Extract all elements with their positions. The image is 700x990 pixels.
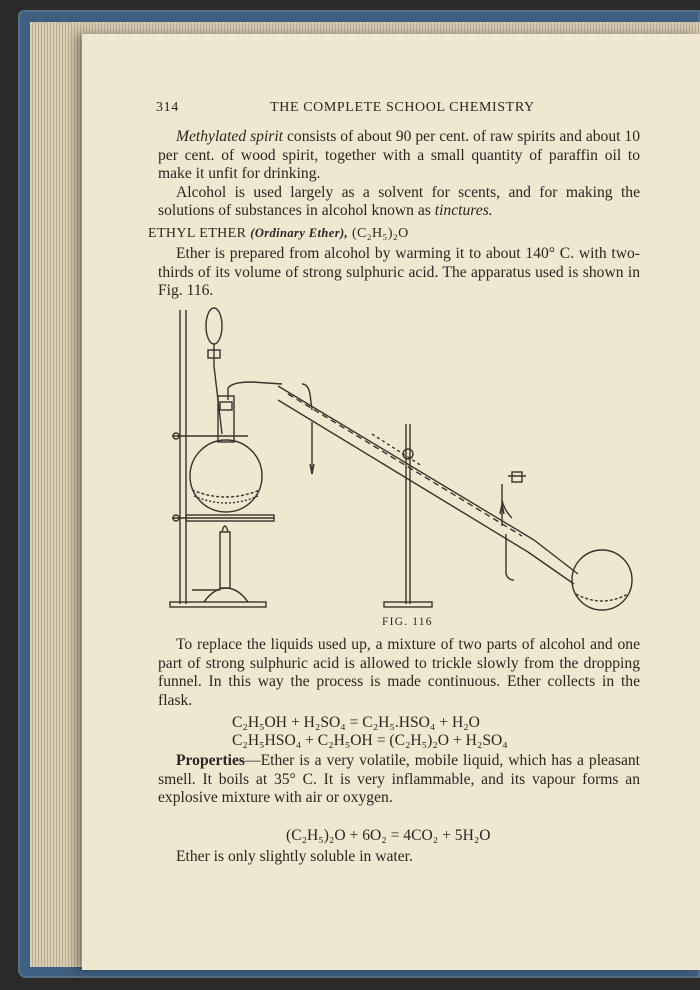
distilling-flask bbox=[190, 396, 262, 512]
term-tinctures: tinctures. bbox=[434, 202, 493, 220]
ether-apparatus-figure bbox=[162, 304, 642, 616]
paragraph-2-text: Alcohol is used largely as a solvent for scents, and for making the solutions of substances in alcohol known as bbox=[158, 183, 640, 220]
text-block-1 bbox=[158, 128, 640, 221]
term-methylated-spirit: Methylated spirit bbox=[176, 128, 284, 145]
figure-caption: FIG. 116 bbox=[382, 616, 433, 628]
paragraph-continuous-process: To replace the liquids used up, a mixture of two parts of alcohol and one part of strong sulphuric acid is allowed to trickle slowly from the dropping funnel. In this way the process is made continuous. Ether collects in the flask. bbox=[158, 636, 640, 709]
gas-burner bbox=[192, 526, 248, 602]
equation-3: (C₂H₅)₂O + 6O₂ = 4CO₂ + 5H₂O bbox=[286, 827, 491, 844]
book-page bbox=[82, 34, 700, 970]
section-formula: (C₂H₅)₂O bbox=[351, 226, 409, 241]
section-heading bbox=[148, 226, 409, 242]
running-head bbox=[156, 100, 640, 116]
equation-1: C₂H₅OH + H₂SO₄ = C₂H₅.HSO₄ + H₂O bbox=[232, 714, 480, 731]
equation-2: C₂H₅HSO₄ + C₂H₅OH = (C₂H₅)₂O + H₂SO₄ bbox=[232, 732, 508, 749]
paragraph-alcohol-uses bbox=[158, 184, 640, 221]
text-block-3 bbox=[158, 636, 640, 710]
section-title: ETHYL ETHER bbox=[148, 226, 247, 241]
text-block-2 bbox=[158, 245, 640, 301]
text-block-5 bbox=[158, 848, 640, 867]
properties-text: —Ether is a very volatile, mobile liquid, which has a pleasant smell. It boils at 35° C. It is very inflammable, and its vapour forms an explosive mixture with air or oxygen. bbox=[158, 752, 640, 807]
delivery-tube bbox=[228, 382, 282, 400]
receiving-flask bbox=[528, 540, 632, 610]
paragraph-properties bbox=[158, 752, 640, 808]
paragraph-ether-preparation: Ether is prepared from alcohol by warming it to about 140° C. with two-thirds of its volume of strong sulphuric acid. The apparatus used is shown in Fig. 116. bbox=[158, 245, 640, 300]
retort-stand bbox=[170, 310, 274, 607]
paragraph-solubility: Ether is only slightly soluble in water. bbox=[176, 848, 413, 865]
paragraph-methylated-spirit bbox=[158, 128, 640, 184]
running-title: THE COMPLETE SCHOOL CHEMISTRY bbox=[270, 100, 535, 115]
dropping-funnel bbox=[206, 308, 222, 434]
section-subtitle: (Ordinary Ether), bbox=[250, 226, 349, 240]
page-number: 314 bbox=[156, 100, 179, 115]
text-block-4 bbox=[158, 752, 640, 808]
properties-label: Properties bbox=[176, 752, 245, 769]
paragraph-1-text: consists of about 90 per cent. of raw spirits and about 10 per cent. of wood spirit, together with a small quantity of paraffin oil to make it unfit for drinking. bbox=[158, 128, 640, 183]
condenser-stand bbox=[384, 424, 432, 607]
